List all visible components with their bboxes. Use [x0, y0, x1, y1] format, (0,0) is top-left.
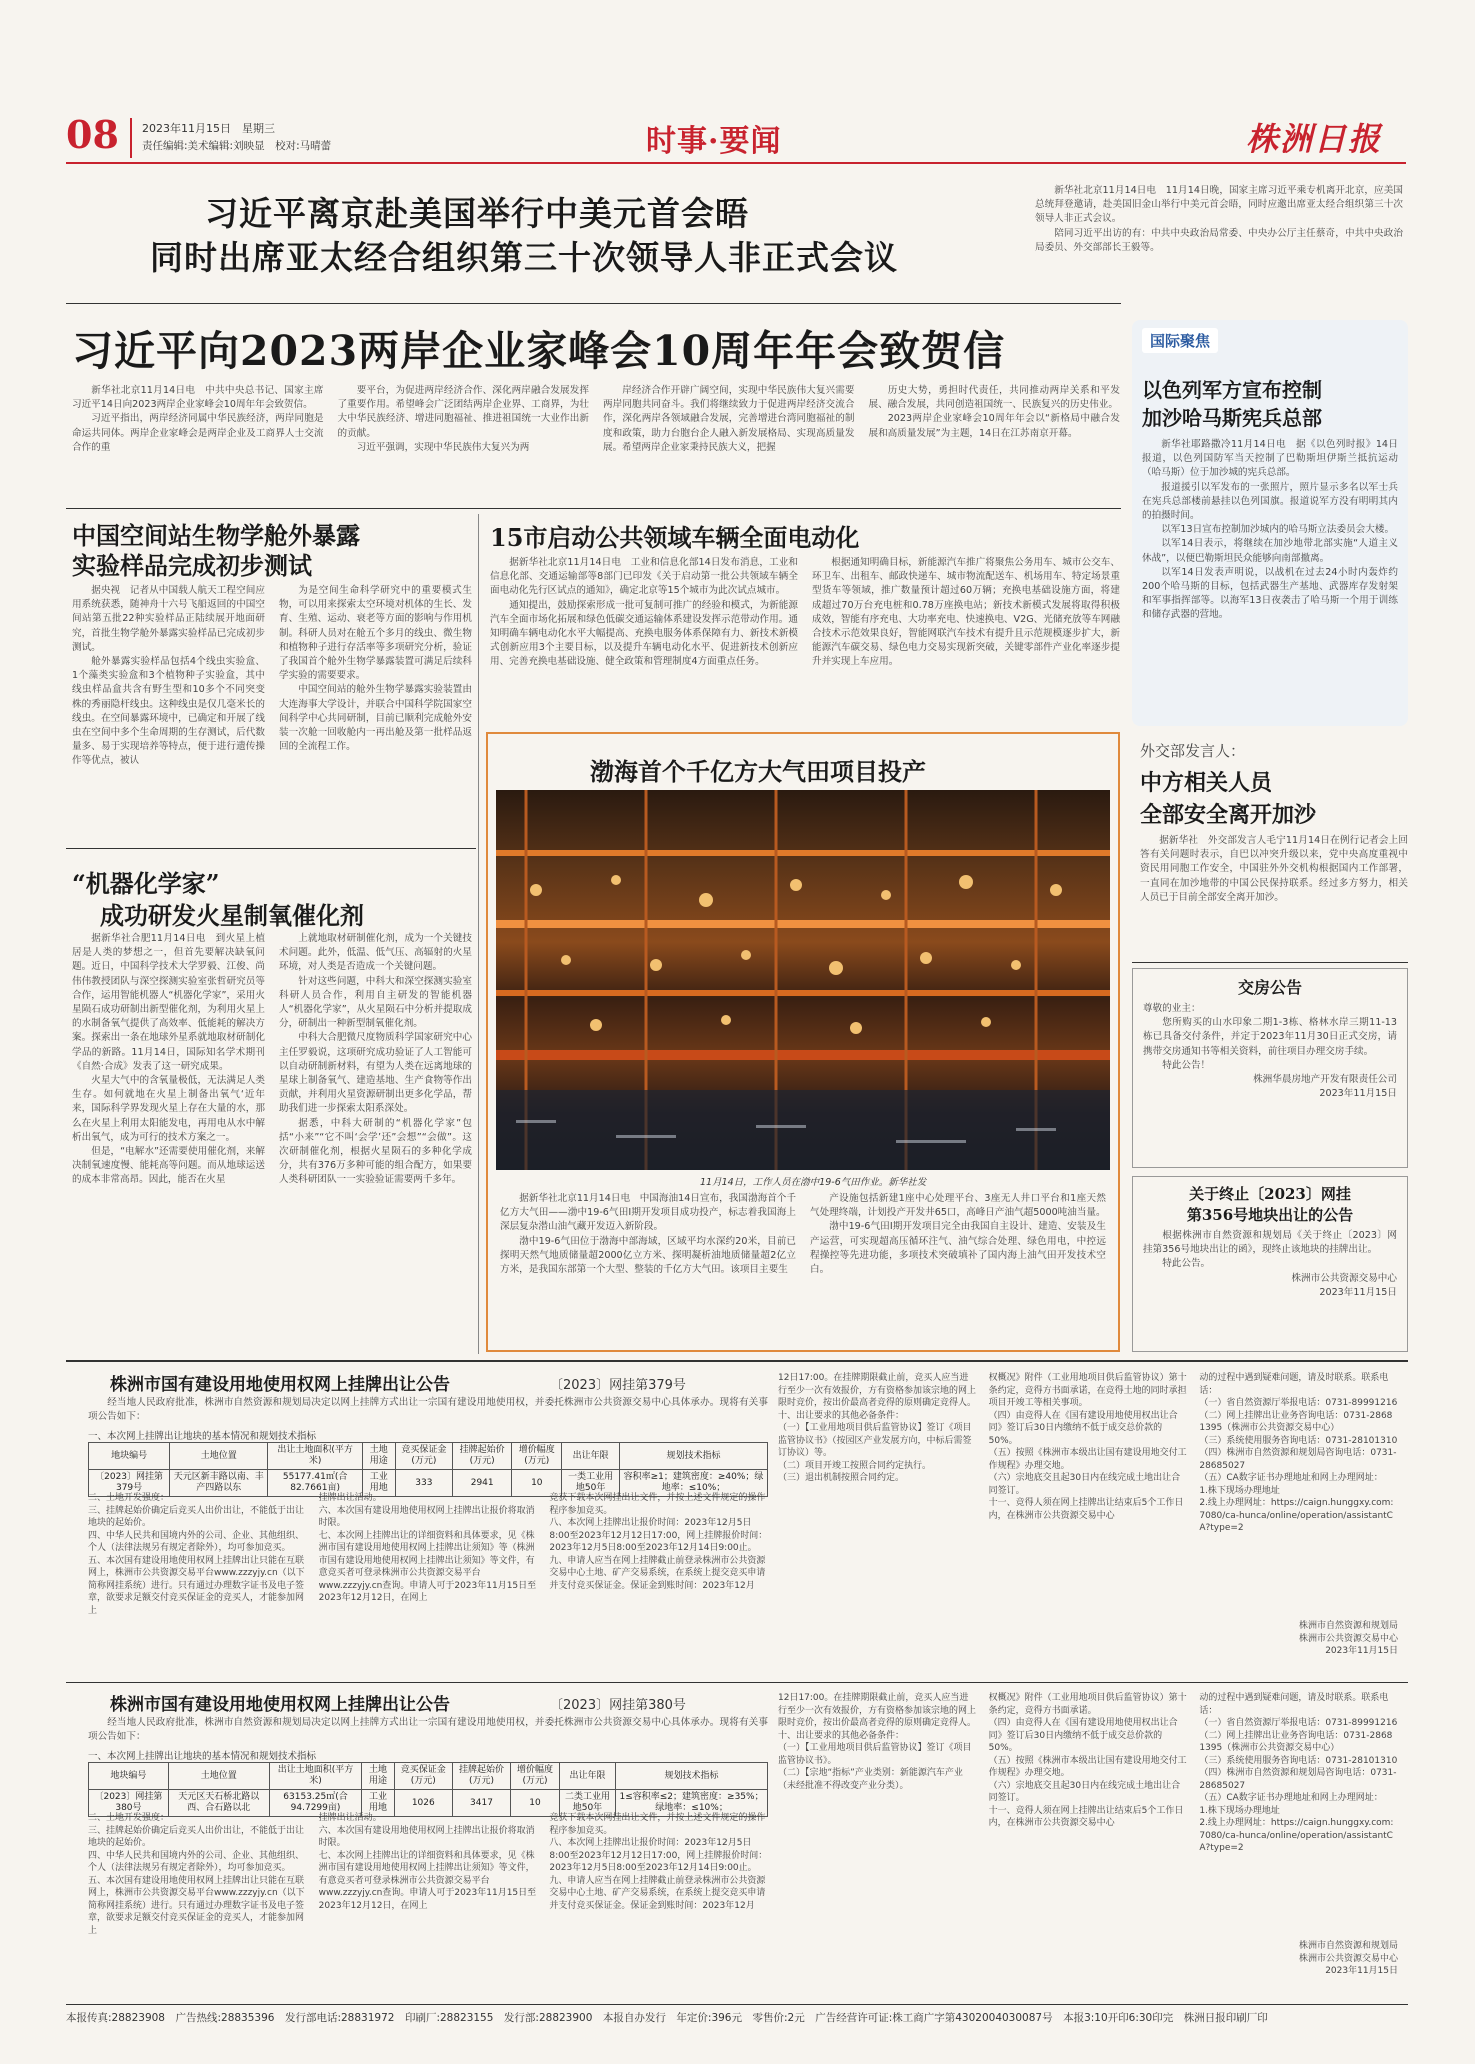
land-379-col3: 竞获下载本次网挂出让文件，并按上述文件规定的操作程序参加竞买。 八、本次网上挂牌出让报价时间：2023年12月5日8:00至2023年12月12日17:00，网上挂牌报价时间：2023年12月5日8:00至2023年12月14日9:00止。 九、申请人应当在网上挂牌截止前登录株洲市公共资源交易中心土地、矿产交易系统，在系统上提交竞买申请并支付竞买保证金。保证金到账时间：2023年12月 — [549, 1493, 768, 1591]
table-header-cell: 规划技术指标 — [616, 1763, 768, 1790]
table-header-cell: 地块编号 — [89, 1443, 170, 1470]
land-379-notice — [66, 1366, 1408, 1678]
table-header-cell: 土地用途 — [362, 1443, 395, 1470]
land-379-col2: 挂牌出让活动。 六、本次国有建设用地使用权网上挂牌出让报价将取消时限。 七、本次网上挂牌出让的详细资料和具体要求，见《株洲市国有建设用地使用权网上挂牌出让须知》等（株洲市国有建设用地使用权网上挂牌出让须知》等文件，有意竞买者可登录株洲市公共资源交易平台www.zzzyjy.cn查询。申请人可于2023年11月15日至2023年12月12日，在网上 — [318, 1493, 537, 1603]
land-379-col4: 12日17:00。在挂牌期限截止前，竞买人应当进行至少一次有效报价，方有资格参加该宗地的网上限时竞价，按出价最高者竞得的原则确定竞得人。 十、出让要求的其他必备条件： （一）【工业用地项目供后监管协议】签订《项目监管协议书》（按园区产业发展方向，中标后需签订协议）等。 （二）项目开竣工按照合同约定执行。 （三）退出机制按照合同约定。 — [778, 1373, 977, 1483]
housing-notice-title: 交房公告 — [1237, 978, 1302, 997]
bohai-headline: 渤海首个千亿方大气田项目投产 — [590, 757, 926, 786]
table-header-cell: 出让土地面积(平方米) — [268, 1443, 363, 1470]
land-379-col1: 二、土地开发强度： 三、挂牌起始价确定后竞买人出价出让，不能低于出让地块的起始价。 四、中华人民共和国境内外的公司、企业、其他组织、个人（法律法规另有规定者除外），均可参加竞买。 五、本次国有建设用地使用权网上挂牌出让只能在互联网上，株洲市公共资源交易平台www.zzzyjy.cn（以下简称网挂系统）进行。只有通过办理数字证书及电子签章，欲要求足额交付竞买保证金的竞买人，才能参加网上 — [88, 1493, 305, 1616]
section-tag: 国际聚焦 — [1142, 328, 1218, 353]
table-header-cell: 出让年限 — [559, 1763, 615, 1790]
foreign-kicker: 外交部发言人： — [1140, 742, 1246, 760]
buses-headline: 15市启动公共领域车辆全面电动化 — [490, 523, 860, 552]
table-header-cell: 出让土地面积(平方米) — [269, 1763, 362, 1790]
land-380-title: 株洲市国有建设用地使用权网上挂牌出让公告 — [110, 1695, 450, 1715]
table-cell: 工业用地 — [362, 1470, 395, 1497]
table-cell: 3417 — [452, 1790, 510, 1817]
land-380-col6: 动的过程中遇到疑难问题，请及时联系。联系电话： （一）省自然资源厅举报电话：0731-89991216 （二）网上挂牌出让业务咨询电话：0731-28681395（株洲市公共资源交易中心） （三）系统使用服务咨询电话：0731-28101310 （四）株洲市自然资源和规划局咨询电话：0731-28685027 （五）CA数字证书办理地址和网上办理网址： 1.株下现场办理地址 2.线上办理网址：https://caign.hunggxy.com:7080/ca-hunca/online/operation/assistantCA?type=2 — [1199, 1693, 1398, 1853]
page-number: 08 — [66, 112, 119, 157]
table-cell: 〔2023〕网挂第379号 — [89, 1470, 170, 1497]
land-380-col3: 竞获下载本次网挂出让文件，并按上述文件规定的操作程序参加竞买。 八、本次网上挂牌出让报价时间：2023年12月5日8:00至2023年12月12日17:00，网上挂牌报价时间：2023年12月5日8:00至2023年12月14日9:00止。 九、申请人应当在网上挂牌截止前登录株洲市公共资源交易中心土地、矿产交易系统，在系统上提交竞买申请并支付竞买保证金。保证金到账时间：2023年12月 — [549, 1813, 768, 1911]
space-headline-2: 实验样品完成初步测试 — [72, 551, 312, 580]
foreign-headline-1: 中方相关人员 — [1140, 770, 1273, 796]
table-cell: 333 — [395, 1470, 452, 1497]
space-headline-1: 中国空间站生物学舱外暴露 — [72, 521, 360, 550]
land-380-notice — [66, 1686, 1408, 1998]
land-380-table — [88, 1762, 768, 1817]
table-cell: 二类工业用地50年 — [559, 1790, 615, 1817]
table-cell: 63153.25㎡(合94.7299亩) — [269, 1790, 362, 1817]
table-cell: 容积率≥1；建筑密度：≥40%；绿地率：≤10%； — [620, 1470, 768, 1497]
photo-caption: 11月14日，工作人员在渤中19-6气田作业。新华社发 — [700, 1177, 927, 1188]
table-cell: 工业用地 — [362, 1790, 394, 1817]
table-cell: 一类工业用地50年 — [562, 1470, 620, 1497]
table-cell: 天元区天石桥北路以西、合石路以北 — [168, 1790, 269, 1817]
table-header-cell: 竞买保证金(万元) — [395, 1443, 452, 1470]
termination-title-2: 第356号地块出让的公告 — [1186, 1206, 1354, 1224]
page-footer: 本报传真:28823908 广告热线:28835396 发行部电话:28831972 印刷厂:28823155 发行部:28823900 本报自办发行 年定价:396元 零售价:2元 广告经营许可证:株工商广字第4302004030087号 本报3:10开印6:30印完 株洲日报印刷厂印 — [66, 2012, 1268, 2024]
land-379-col5: 权概况》附件（工业用地项目供后监管协议）第十条约定，竞得方书面承诺，在竞得土地的同时承担项目开竣工等相关事项。 （四）由竞得人在《国有建设用地使用权出让合同》签订后30日内缴纳不低于成交总价款的50%。 （五）按照《株洲市本级出让国有建设用地交付工作规程》办理交地。 （六）宗地底交且起30日内在线完成土地出让合同签订。 十一、竞得人须在网上挂牌出让结束后5个工作日内，在株洲市公共资源交易中心 — [988, 1373, 1187, 1521]
masthead-logo: 株洲日报 — [1246, 120, 1383, 158]
table-header-cell: 增价幅度(万元) — [512, 1443, 562, 1470]
table-header-cell: 竞买保证金(万元) — [394, 1763, 452, 1790]
land-380-col5: 权概况》附件（工业用地项目供后监管协议）第十条约定，竞得方书面承诺。 （四）由竞得人在《国有建设用地使用权出让合同》签订后30日内缴纳不低于成交总价款的50%。 （五）按照《株洲市本级出让国有建设用地交付工作规程》办理交地。 （六）宗地底交且起30日内在线完成土地出让合同签订。 十一、竞得人须在网上挂牌出让结束后5个工作日内，在株洲市公共资源交易中心 — [988, 1693, 1187, 1828]
congrats-body: 新华社北京11月14日电 中共中央总书记、国家主席习近平14日向2023两岸企业家峰会10周年年会致贺信。 习近平指出，两岸经济同属中华民族经济，两岸同胞是命运共同体。两岸企业家峰会是两岸企业及工商界人士交流合作的重 要平台，为促进两岸经济合作、深化两岸融合发展发挥了重要作用。希望峰会广泛团结两岸企业界、工商界，为壮大中华民族经济、增进同胞福祉、推进祖国统一大业作出新的贡献。 习近平强调，实现中华民族伟大复兴为两 岸经济合作开辟广阔空间，实现中华民族伟大复兴需要两岸同胞共同奋斗。我们将继续致力于促进两岸经济交流合作，深化两岸各领域融合发展，完善增进台湾同胞福祉的制度和政策，助力台胞台企人融入新发展格局、实现高质量发展。希望两岸企业家秉持民族大义，把握 历史大势，勇担时代责任，共同推动两岸关系和平发展、融合发展，共同创造祖国统一、民族复兴的历史伟业。 2023两岸企业家峰会10周年年会以“新格局中融合发展和高质量发展”为主题，14日在江苏南京开幕。 — [72, 385, 1120, 453]
table-cell: 55177.41㎡(合82.7661亩) — [268, 1470, 363, 1497]
lead-headline-1: 习近平离京赴美国举行中美元首会晤 — [205, 194, 749, 233]
land-379-table — [88, 1442, 768, 1497]
land-379-intro: 经当地人民政府批准，株洲市自然资源和规划局决定以网上挂牌方式出让一宗国有建设用地使用权，并委托株洲市公共资源交易中心具体承办。现将有关事项公告如下： — [88, 1397, 768, 1423]
table-cell: 〔2023〕网挂第380号 — [89, 1790, 169, 1817]
land-379-subhead: 一、本次网上挂牌出让地块的基本情况和规划技术指标 — [88, 1431, 317, 1442]
bohai-body: 据新华社北京11月14日电 中国海油14日宣布，我国渤海首个千亿方大气田——渤中19-6气田Ⅰ期开发项目成功投产，标志着我国海上深层复杂潜山油气藏开发迈入新阶段。 渤中19-6气田位于渤海中部海域，区域平均水深约20米，目前已探明天然气地质储量超2000亿立方米、探明凝析油地质储量超2亿立方米，是我国东部第一个大型、整装的千亿方大气田。该项目主要生 产设施包括新建1座中心处理平台、3座无人井口平台和1座天然气处理终端，计划投产开发井65口，高峰日产油气超5000吨油当量。 渤中19-6气田Ⅰ期开发项目完全由我国自主设计、建造、安装及生产运营，可实现超高压循环注气、油气综合处理、绿色用电，中控远程操控等先进功能，多项技术突破填补了国内海上油气田开发技术空白。 — [500, 1193, 1106, 1276]
table-cell: 天元区新丰路以南、丰产四路以东 — [170, 1470, 268, 1497]
congrats-headline: 习近平向2023两岸企业家峰会10周年年会致贺信 — [72, 327, 1006, 375]
termination-notice: 关于终止〔2023〕网挂 第356号地块出让的公告 根据株洲市自然资源和规划局《关于终止〔2023〕网挂第356号地块出让的函》，现终止该地块的挂牌出让。 特此公告。 株洲市公共资源交易中心 2023年11月15日 — [1132, 1176, 1408, 1352]
table-header-cell: 土地用途 — [362, 1763, 394, 1790]
section-title: 时事·要闻 — [646, 124, 782, 159]
israel-headline-2: 加沙哈马斯宪兵总部 — [1142, 406, 1322, 430]
lead-body: 新华社北京11月14日电 11月14日晚，国家主席习近平乘专机离开北京，应美国总统拜登邀请，赴美国旧金山举行中美元首会晤，同时应邀出席亚太经合组织第三十次领导人非正式会议。 陪同习近平出访的有：中共中央政治局常委、中央办公厅主任蔡奇，中共中央政治局委员、外交部部长王毅等。 — [1035, 185, 1403, 253]
termination-title-1: 关于终止〔2023〕网挂 — [1189, 1185, 1351, 1203]
gas-platform-photo — [496, 790, 1110, 1170]
land-380-col2: 挂牌出让活动。 六、本次国有建设用地使用权网上挂牌出让报价将取消时限。 七、本次网上挂牌出让的详细资料和具体要求，见《株洲市国有建设用地使用权网上挂牌出让须知》等文件，有意竞买者可登录株洲市公共资源交易平台www.zzzyjy.cn查询。申请人可于2023年11月15日至2023年12月12日，在网上 — [318, 1813, 537, 1911]
robot-headline-2: 成功研发火星制氧催化剂 — [100, 901, 364, 930]
land-379-org: 株洲市自然资源和规划局 株洲市公共资源交易中心 — [1299, 1621, 1399, 1644]
land-380-intro: 经当地人民政府批准，株洲市自然资源和规划局决定以网上挂牌方式出让一宗国有建设用地使用权，并委托株洲市公共资源交易中心具体承办。现将有关事项公告如下： — [88, 1717, 768, 1743]
robot-headline-1: “机器化学家” — [72, 869, 220, 898]
land-380-subhead: 一、本次网上挂牌出让地块的基本情况和规划技术指标 — [88, 1751, 317, 1762]
lead-headline-2: 同时出席亚太经合组织第三十次领导人非正式会议 — [150, 238, 898, 277]
land-380-col4: 12日17:00。在挂牌期限截止前，竞买人应当进行至少一次有效报价，方有资格参加该宗地的网上限时竞价，按出价最高者竞得的原则确定竞得人。 十、出让要求的其他必备条件： （一）【工业用地项目供后监管协议】签订《项目监管协议书》。 （二）【宗地“指标”产业类别：新能源汽车产业（未经批准不得改变产业分类）。 — [778, 1693, 977, 1791]
table-cell: 2941 — [452, 1470, 511, 1497]
table-header-cell: 规划技术指标 — [620, 1443, 768, 1470]
space-body: 据央视 记者从中国载人航天工程空间应用系统获悉，随神舟十六号飞船返回的中国空间站第五批22种实验样品正陆续展开地面研究，首批生物学舱外暴露实验样品已完成初步测试。 舱外暴露实验样品包括4个线虫实验盒、1个藻类实验盒和3个植物种子实验盒，其中线虫样品盒共含有野生型和10多个不同突变株的秀丽隐杆线虫。这种线虫是仅几毫米长的线虫。在空间暴露环境中，已确定和开展了线虫在空间中多个生命周期的生存测试，后代数量多、易于实现培养等特点，便于进行遗传操作等优点，被认 为是空间生命科学研究中的重要模式生物，可以用来探索太空环境对机体的生长、发育、生殖、运动、衰老等方面的影响与作用机制。科研人员对在舱五个多月的线虫、微生物和植物种子进行存活率等多项研究分析，验证了我国首个舱外生物学暴露装置可满足后续科学实验的需要要求。 中国空间站的舱外生物学暴露实验装置由大连海事大学设计，并联合中国科学院国家空间科学中心共同研制，目前已顺利完成舱外安装一次舱一回收舱内一再出舱及第一批样品返回的全流程工作。 — [72, 585, 472, 767]
editor-line: 责任编辑:美术编辑:刘映显 校对:马晴蕾 — [142, 140, 332, 152]
table-header-cell: 地块编号 — [89, 1763, 169, 1790]
table-cell: 10 — [511, 1790, 560, 1817]
land-380-date: 2023年11月15日 — [1325, 1966, 1399, 1976]
land-380-no: 〔2023〕网挂第380号 — [550, 1698, 686, 1713]
foreign-headline-2: 全部安全离开加沙 — [1140, 802, 1317, 828]
israel-body: 新华社耶路撒冷11月14日电 据《以色列时报》14日报道，以色列国防军当天控制了巴勒斯坦伊斯兰抵抗运动（哈马斯）位于加沙城的宪兵总部。 报道援引以军发布的一张照片，照片显示多名以军士兵在宪兵总部楼前悬挂以色列国旗。报道说军方没有明明其内的拍摄时间。 以军13日宣布控制加沙城内的哈马斯立法委员会大楼。 以军14日表示，将继续在加沙地带北部实施“人道主义休战”，以便巴勒斯坦民众能够向南部撤离。 以军14日发表声明说，以战机在过去24小时内轰炸约200个哈马斯的目标，包括武器生产基地、武器库存发射架和军事指挥部等。以海军13日夜袭击了哈马斯一个用于训练和储存武器的营地。 — [1142, 439, 1398, 621]
land-379-no: 〔2023〕网挂第379号 — [550, 1378, 686, 1393]
page-header — [66, 112, 1406, 162]
land-379-date: 2023年11月15日 — [1325, 1646, 1399, 1656]
table-cell: 10 — [512, 1470, 562, 1497]
land-379-title: 株洲市国有建设用地使用权网上挂牌出让公告 — [110, 1375, 450, 1395]
housing-notice: 交房公告 尊敬的业主： 您所购买的山水印象二期1-3栋、格林水岸三期11-13栋已具备交付条件，并定于2023年11月30日正式交房，请携带交房通知书等相关资料，前往项目办理交房手续。 特此公告！ 株洲华晨房地产开发有限责任公司 2023年11月15日 — [1132, 968, 1408, 1168]
robot-body: 据新华社合肥11月14日电 到火星上植居是人类的梦想之一，但首先要解决缺氧问题。近日，中国科学技术大学罗毅、江俊、尚伟伟教授团队与深空探测实验室张哲研究员等合作，运用智能机器人“机器化学家”，采用火星陨石成功研制出新型催化剂，为利用火星上的水制备氧气提供了高效率、低能耗的解决方案。探索出一条在地球外星系就地取材研制化学品的新路。11月14日，国际知名学术期刊《自然·合成》发表了这一研究成果。 火星大气中的含氧量极低，无法满足人类生存。如何就地在火星上制备出氧气‘近年来，国际科学界发现火星上存在大量的水，那么在火星上利用太阳能发电，再用电从水中解析出氧气，成为可行的技术方案之一。 但是，“电解水”还需要使用催化剂，来解决制氧速度慢、能耗高等问题。而从地球运送的成本非常高昂。因此，能否在火星 上就地取材研制催化剂，成为一个关键技术问题。此外，低温、低气压、高辐射的火星环境，对人类是否造成一个关键问题。 针对这些问题，中科大和深空探测实验室科研人员合作，利用自主研发的智能机器人“机器化学家”，从火星陨石中分析并提取成分，研制出一种新型制氧催化剂。 中科大合肥微尺度物质科学国家研究中心主任罗毅说，这项研究成功验证了人工智能可以自动研制新材料，有望为人类在远离地球的星球上制备氧气、建造基地、生产食物等作出贡献，并利用火星资源研制出更多化学品，帮助我们进一步探索太阳系深处。 据悉，中科大研制的“机器化学家”包括“小来”“它不叫‘会学’还”会想”“会做”。这次研制催化剂，根据火星陨石的多种化学成分，共有376万多种可能的组合配方，如果要人类科研团队一一实验验证需要两千多年。 — [72, 933, 472, 1186]
date-line: 2023年11月15日 星期三 — [142, 122, 275, 135]
buses-body: 据新华社北京11月14日电 工业和信息化部14日发布消息，工业和信息化部、交通运输部等8部门已印发《关于启动第一批公共领域车辆全面电动化先行区试点的通知》，确定北京等15个城市为此次试点城市。 通知提出，鼓励探索形成一批可复制可推广的经验和模式，为新能源汽车全面市场化拓展和绿色低碳交通运输体系建设发挥示范带动作用。通知明确车辆电动化水平大幅提高、充换电服务体系保障有力、新技术新模式创新应用3个主要目标，以及提升车辆电动化水平、促进新技术创新应用、完善充换电基础设施、健全政策和管理制度4方面重点任务。 根据通知明确目标，新能源汽车推广将聚焦公务用车、城市公交车、环卫车、出租车、邮政快递车、城市物流配送车、机场用车、特定场景重型货车等领域，推广数量预计超过60万辆；充换电基础设施方面，将建成超过70万台充电桩和0.78万座换电站；新技术新模式发展将取得积极成效，智能有序充电、大功率充电、快速换电、V2G、光储充放等车网融合技术示范效果良好，智能网联汽车技术有提升且示范规模逐步扩大，新能源汽车碳交易、绿色电力交易实现新突破，关键零部件产业化率逐步提升并实现上车应用。 — [490, 557, 1120, 668]
table-header-cell: 挂牌起始价(万元) — [452, 1763, 510, 1790]
israel-box — [1132, 320, 1408, 726]
platform-illustration — [496, 790, 1110, 1170]
table-header-cell: 出让年限 — [562, 1443, 620, 1470]
foreign-body: 据新华社 外交部发言人毛宁11月14日在例行记者会上回答有关问题时表示，自巴以冲突升级以来，党中央高度重视中资民用同胞工作安全，中国驻外外交机构根据国内工作部署，一直同在加沙地带的中国公民保持联系。经过多方努力，相关人员已于目前全部安全离开加沙。 — [1140, 835, 1408, 903]
table-cell: 1026 — [394, 1790, 452, 1817]
land-379-col6: 动的过程中遇到疑难问题，请及时联系。联系电话： （一）省自然资源厅举报电话：0731-89991216 （二）网上挂牌出让业务咨询电话：0731-28681395（株洲市公共资源交易中心） （三）系统使用服务咨询电话：0731-28101310 （四）株洲市自然资源和规划局咨询电话：0731-28685027 （五）CA数字证书办理地址和网上办理网址： 1.株下现场办理地址 2.线上办理网址：https://caign.hunggxy.com:7080/ca-hunca/online/operation/assistantCA?type=2 — [1199, 1373, 1398, 1533]
table-header-cell: 增价幅度(万元) — [511, 1763, 560, 1790]
israel-headline-1: 以色列军方宣布控制 — [1142, 378, 1322, 402]
table-header-cell: 土地位置 — [170, 1443, 268, 1470]
land-380-col1: 二、土地开发强度： 三、挂牌起始价确定后竞买人出价出让，不能低于出让地块的起始价。 四、中华人民共和国境内外的公司、企业、其他组织、个人（法律法规另有规定者除外），均可参加竞买。 五、本次国有建设用地使用权网上挂牌出让只能在互联网上，株洲市公共资源交易平台www.zzzyjy.cn（以下简称网挂系统）进行。只有通过办理数字证书及电子签章，欲要求足额交付竞买保证金的竞买人，才能参加网上 — [88, 1813, 305, 1936]
table-cell: 1≤容积率≤2；建筑密度：≥35%；绿地率：≤10%； — [616, 1790, 768, 1817]
table-header-cell: 土地位置 — [168, 1763, 269, 1790]
land-380-org: 株洲市自然资源和规划局 株洲市公共资源交易中心 — [1299, 1941, 1399, 1964]
table-header-cell: 挂牌起始价(万元) — [452, 1443, 511, 1470]
